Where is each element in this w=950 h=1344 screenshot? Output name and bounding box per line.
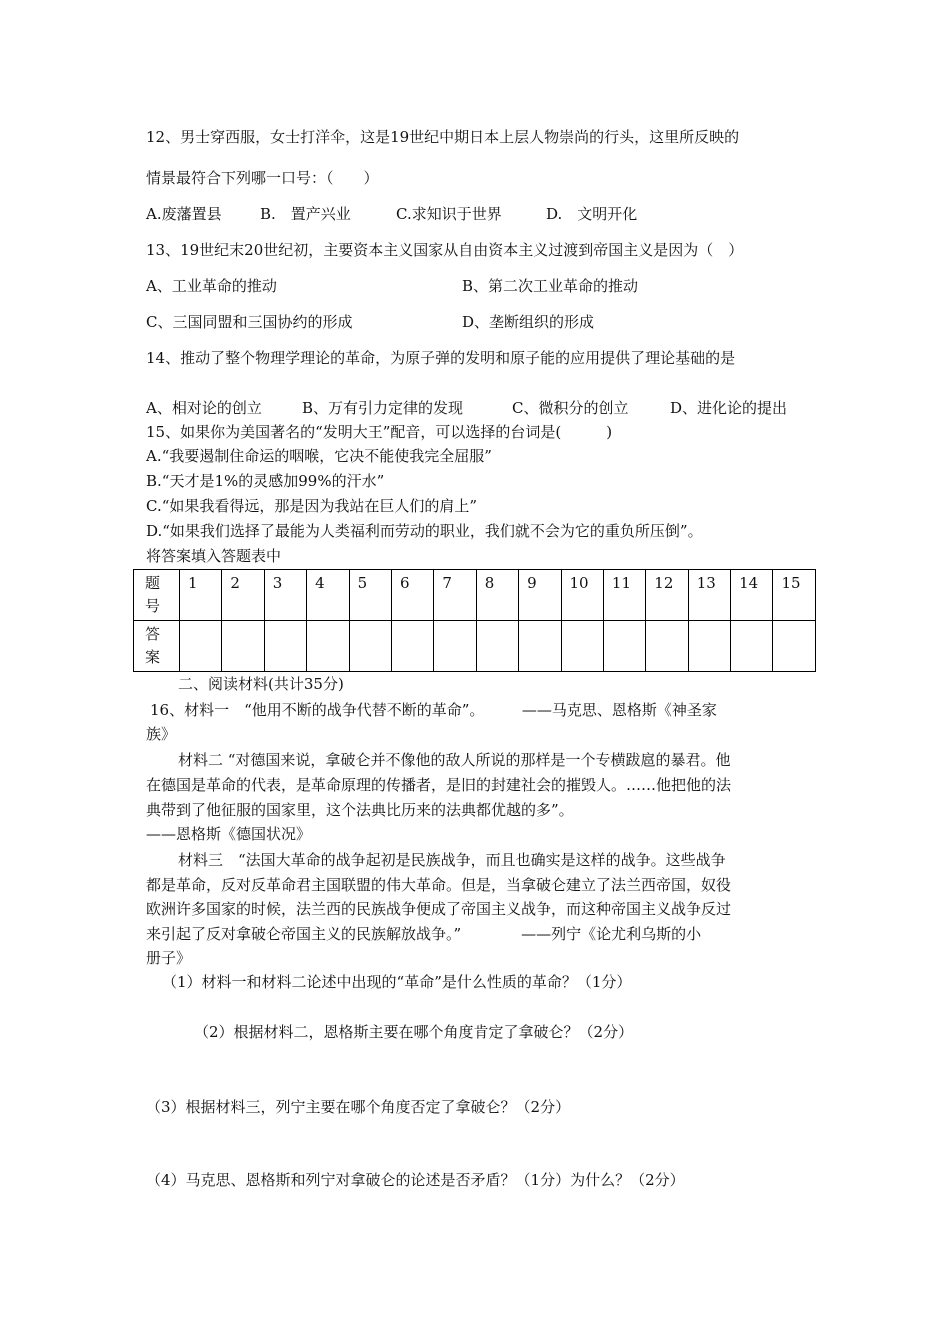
material3-line2: 都是革命，反对反革命君主国联盟的伟大革命。但是，当拿破仑建立了法兰西帝国，奴役 bbox=[146, 876, 732, 894]
material3-line1: 材料三 “法国大革命的战争起初是民族战争，而且也确实是这样的战争。这些战争 bbox=[178, 851, 726, 869]
q14-option-d: D、进化论的提出 bbox=[670, 399, 788, 417]
q12-option-b: B. 置产兴业 bbox=[260, 205, 351, 223]
answer-cell[interactable] bbox=[434, 621, 476, 672]
material3-line3: 欧洲许多国家的时候，法兰西的民族战争便成了帝国主义战争，而这种帝国主义战争反过 bbox=[146, 900, 732, 918]
number-cell: 8 bbox=[476, 570, 518, 621]
answer-cell[interactable] bbox=[391, 621, 433, 672]
subquestion-3: （3）根据材料三，列宁主要在哪个角度否定了拿破仑？（2分） bbox=[146, 1098, 571, 1116]
answer-table-instruction: 将答案填入答题表中 bbox=[146, 547, 282, 565]
q12-stem-line1: 12、男士穿西服，女士打洋伞，这是19世纪中期日本上层人物崇尚的行头，这里所反映的 bbox=[146, 128, 740, 146]
section2-title: 二、阅读材料(共计35分) bbox=[178, 675, 344, 693]
answer-cell[interactable] bbox=[349, 621, 391, 672]
q13-option-c: C、三国同盟和三国协约的形成 bbox=[146, 313, 353, 331]
q12-option-c: C.求知识于世界 bbox=[396, 205, 502, 223]
answer-cell[interactable] bbox=[264, 621, 306, 672]
answer-cell[interactable] bbox=[688, 621, 730, 672]
q12-option-a: A.废藩置县 bbox=[146, 205, 222, 223]
subquestion-4: （4）马克思、恩格斯和列宁对拿破仑的论述是否矛盾？（1分）为什么？（2分） bbox=[146, 1171, 685, 1189]
answer-table-number-row bbox=[134, 570, 816, 621]
material3-line4: 来引起了反对拿破仑帝国主义的民族解放战争。” ——列宁《论尤利乌斯的小 bbox=[146, 925, 702, 943]
answer-cell[interactable] bbox=[307, 621, 349, 672]
answer-cell[interactable] bbox=[476, 621, 518, 672]
q13-option-b: B、第二次工业革命的推动 bbox=[462, 277, 639, 295]
answer-cell[interactable] bbox=[773, 621, 816, 672]
number-cell: 13 bbox=[688, 570, 730, 621]
q15-option-d: D.“如果我们选择了最能为人类福利而劳动的职业，我们就不会为它的重负所压倒”。 bbox=[146, 522, 703, 540]
q14-option-c: C、微积分的创立 bbox=[512, 399, 629, 417]
subquestion-1: （1）材料一和材料二论述中出现的“革命”是什么性质的革命？（1分） bbox=[162, 973, 632, 991]
header-char-2: 号 bbox=[145, 597, 161, 615]
q14-option-b: B、万有引力定律的发现 bbox=[302, 399, 464, 417]
number-cell: 10 bbox=[561, 570, 603, 621]
number-cell: 11 bbox=[603, 570, 645, 621]
q14-stem: 14、推动了整个物理学理论的革命，为原子弹的发明和原子能的应用提供了理论基础的是 bbox=[146, 349, 736, 367]
answer-header-cell bbox=[134, 621, 180, 672]
answer-cell[interactable] bbox=[180, 621, 222, 672]
answer-cell[interactable] bbox=[222, 621, 264, 672]
number-cell: 12 bbox=[646, 570, 688, 621]
answer-cell[interactable] bbox=[603, 621, 645, 672]
q13-option-d: D、垄断组织的形成 bbox=[462, 313, 595, 331]
q13-option-a: A、工业革命的推动 bbox=[146, 277, 277, 295]
number-cell: 7 bbox=[434, 570, 476, 621]
number-header-cell bbox=[134, 570, 180, 621]
material2-line1: 材料二 “对德国来说，拿破仑并不像他的敌人所说的那样是一个专横跋扈的暴君。他 bbox=[178, 751, 731, 769]
answer-table-answer-row bbox=[134, 621, 816, 672]
number-cell: 4 bbox=[307, 570, 349, 621]
header-char-2: 案 bbox=[145, 648, 161, 666]
answer-cell[interactable] bbox=[561, 621, 603, 672]
q15-option-c: C.“如果我看得远，那是因为我站在巨人们的肩上” bbox=[146, 497, 478, 515]
header-char-1: 答 bbox=[145, 625, 161, 643]
q12-option-d: D. 文明开化 bbox=[546, 205, 638, 223]
number-cell: 6 bbox=[391, 570, 433, 621]
number-cell: 3 bbox=[264, 570, 306, 621]
answer-cell[interactable] bbox=[646, 621, 688, 672]
answer-table bbox=[133, 569, 816, 672]
header-char-1: 题 bbox=[145, 574, 161, 592]
number-cell: 9 bbox=[519, 570, 561, 621]
answer-cell[interactable] bbox=[519, 621, 561, 672]
q14-option-a: A、相对论的创立 bbox=[146, 399, 262, 417]
number-cell: 1 bbox=[180, 570, 222, 621]
material1-line2: 族》 bbox=[146, 725, 177, 743]
number-cell: 2 bbox=[222, 570, 264, 621]
q12-stem-line2: 情景最符合下列哪一口号：（ ） bbox=[146, 169, 379, 187]
q15-stem: 15、如果你为美国著名的“发明大王”配音，可以选择的台词是( ) bbox=[146, 423, 613, 441]
material2-line2: 在德国是革命的代表，是革命原理的传播者，是旧的封建社会的摧毁人。……他把他的法 bbox=[146, 776, 732, 794]
q15-option-a: A.“我要遏制住命运的咽喉，它决不能使我完全屈服” bbox=[146, 447, 492, 465]
material1-line1: 16、材料一 “他用不断的战争代替不断的革命”。 ——马克思、恩格斯《神圣家 bbox=[150, 701, 717, 719]
number-cell: 5 bbox=[349, 570, 391, 621]
material3-line5: 册子》 bbox=[146, 949, 192, 967]
subquestion-2: （2）根据材料二，恩格斯主要在哪个角度肯定了拿破仑？（2分） bbox=[194, 1023, 634, 1041]
q13-stem: 13、19世纪末20世纪初，主要资本主义国家从自由资本主义过渡到帝国主义是因为（ ） bbox=[146, 241, 744, 259]
material2-line3: 典带到了他征服的国家里，这个法典比历来的法典都优越的多”。 bbox=[146, 801, 574, 819]
number-cell: 14 bbox=[731, 570, 773, 621]
number-cell: 15 bbox=[773, 570, 816, 621]
answer-cell[interactable] bbox=[731, 621, 773, 672]
material2-source: ——恩格斯《德国状况》 bbox=[146, 825, 312, 843]
q15-option-b: B.“天才是1%的灵感加99%的汗水” bbox=[146, 472, 385, 490]
